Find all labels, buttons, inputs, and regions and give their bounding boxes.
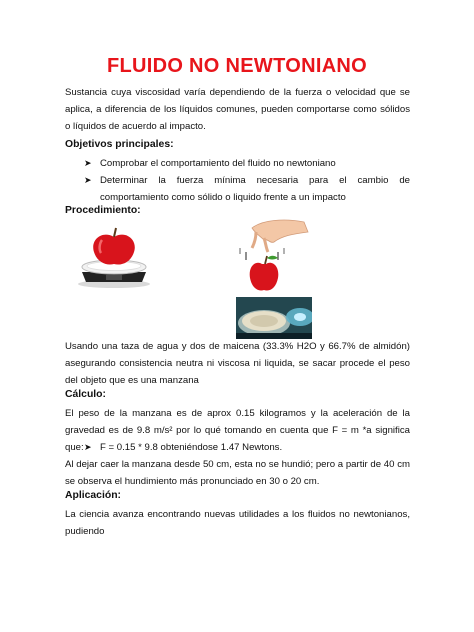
objective-text: Determinar la fuerza mínima necesaria para el cambio de comportamiento como sólido o liquido frente a un impacto (100, 175, 410, 203)
cornstarch-bowl-image (236, 297, 312, 339)
calculation-paragraph: El peso de la manzana es de aprox 0.15 kilogramos y la aceleración de la gravedad es de 9.8 m/s² por lo qué tomando en cuenta que F = m *a significa que: (65, 408, 410, 453)
application-paragraph: La ciencia avanza encontrando nuevas utilidades a los fluidos no newtonianos, pudiendo (65, 509, 410, 537)
objective-item (84, 172, 410, 206)
objective-item (84, 155, 410, 172)
arrow-bullet-icon: ➤ (84, 158, 92, 168)
procedure-paragraph: Usando una taza de agua y dos de maicena (33.3% H2O y 66.7% de almidón) asegurando consistencia neutra ni viscosa ni liquida, se sacar procede el peso del objeto que es una manzana (65, 341, 410, 386)
calculation-heading: Cálculo: (65, 389, 106, 400)
objective-text: Comprobar el comportamiento del fluido no newtoniano (100, 158, 336, 169)
arrow-bullet-icon: ➤ (84, 442, 92, 452)
calculation-bullet-text: F = 0.15 * 9.8 obteniéndose 1.47 Newtons. (100, 442, 283, 453)
application-heading: Aplicación: (65, 490, 122, 501)
objectives-heading: Objetivos principales: (65, 139, 174, 150)
procedure-heading: Procedimiento: (65, 205, 141, 216)
drop-observation-paragraph: Al dejar caer la manzana desde 50 cm, esta no se hundió; pero a partir de 40 cm se observa el hundimiento más pronunciado en 30 o 20 cm. (65, 459, 410, 487)
calculation-bullet (84, 439, 410, 456)
apple-on-scale-image (72, 222, 154, 290)
page-title: FLUIDO NO NEWTONIANO (106, 55, 368, 77)
intro-paragraph: Sustancia cuya viscosidad varía dependiendo de la fuerza o velocidad que se aplica, a diferencia de los líquidos comunes, pueden comportarse como sólidos o líquidos de acuerdo al impacto. (65, 87, 410, 132)
hand-dropping-apple-image (234, 214, 312, 296)
arrow-bullet-icon: ➤ (84, 175, 92, 185)
